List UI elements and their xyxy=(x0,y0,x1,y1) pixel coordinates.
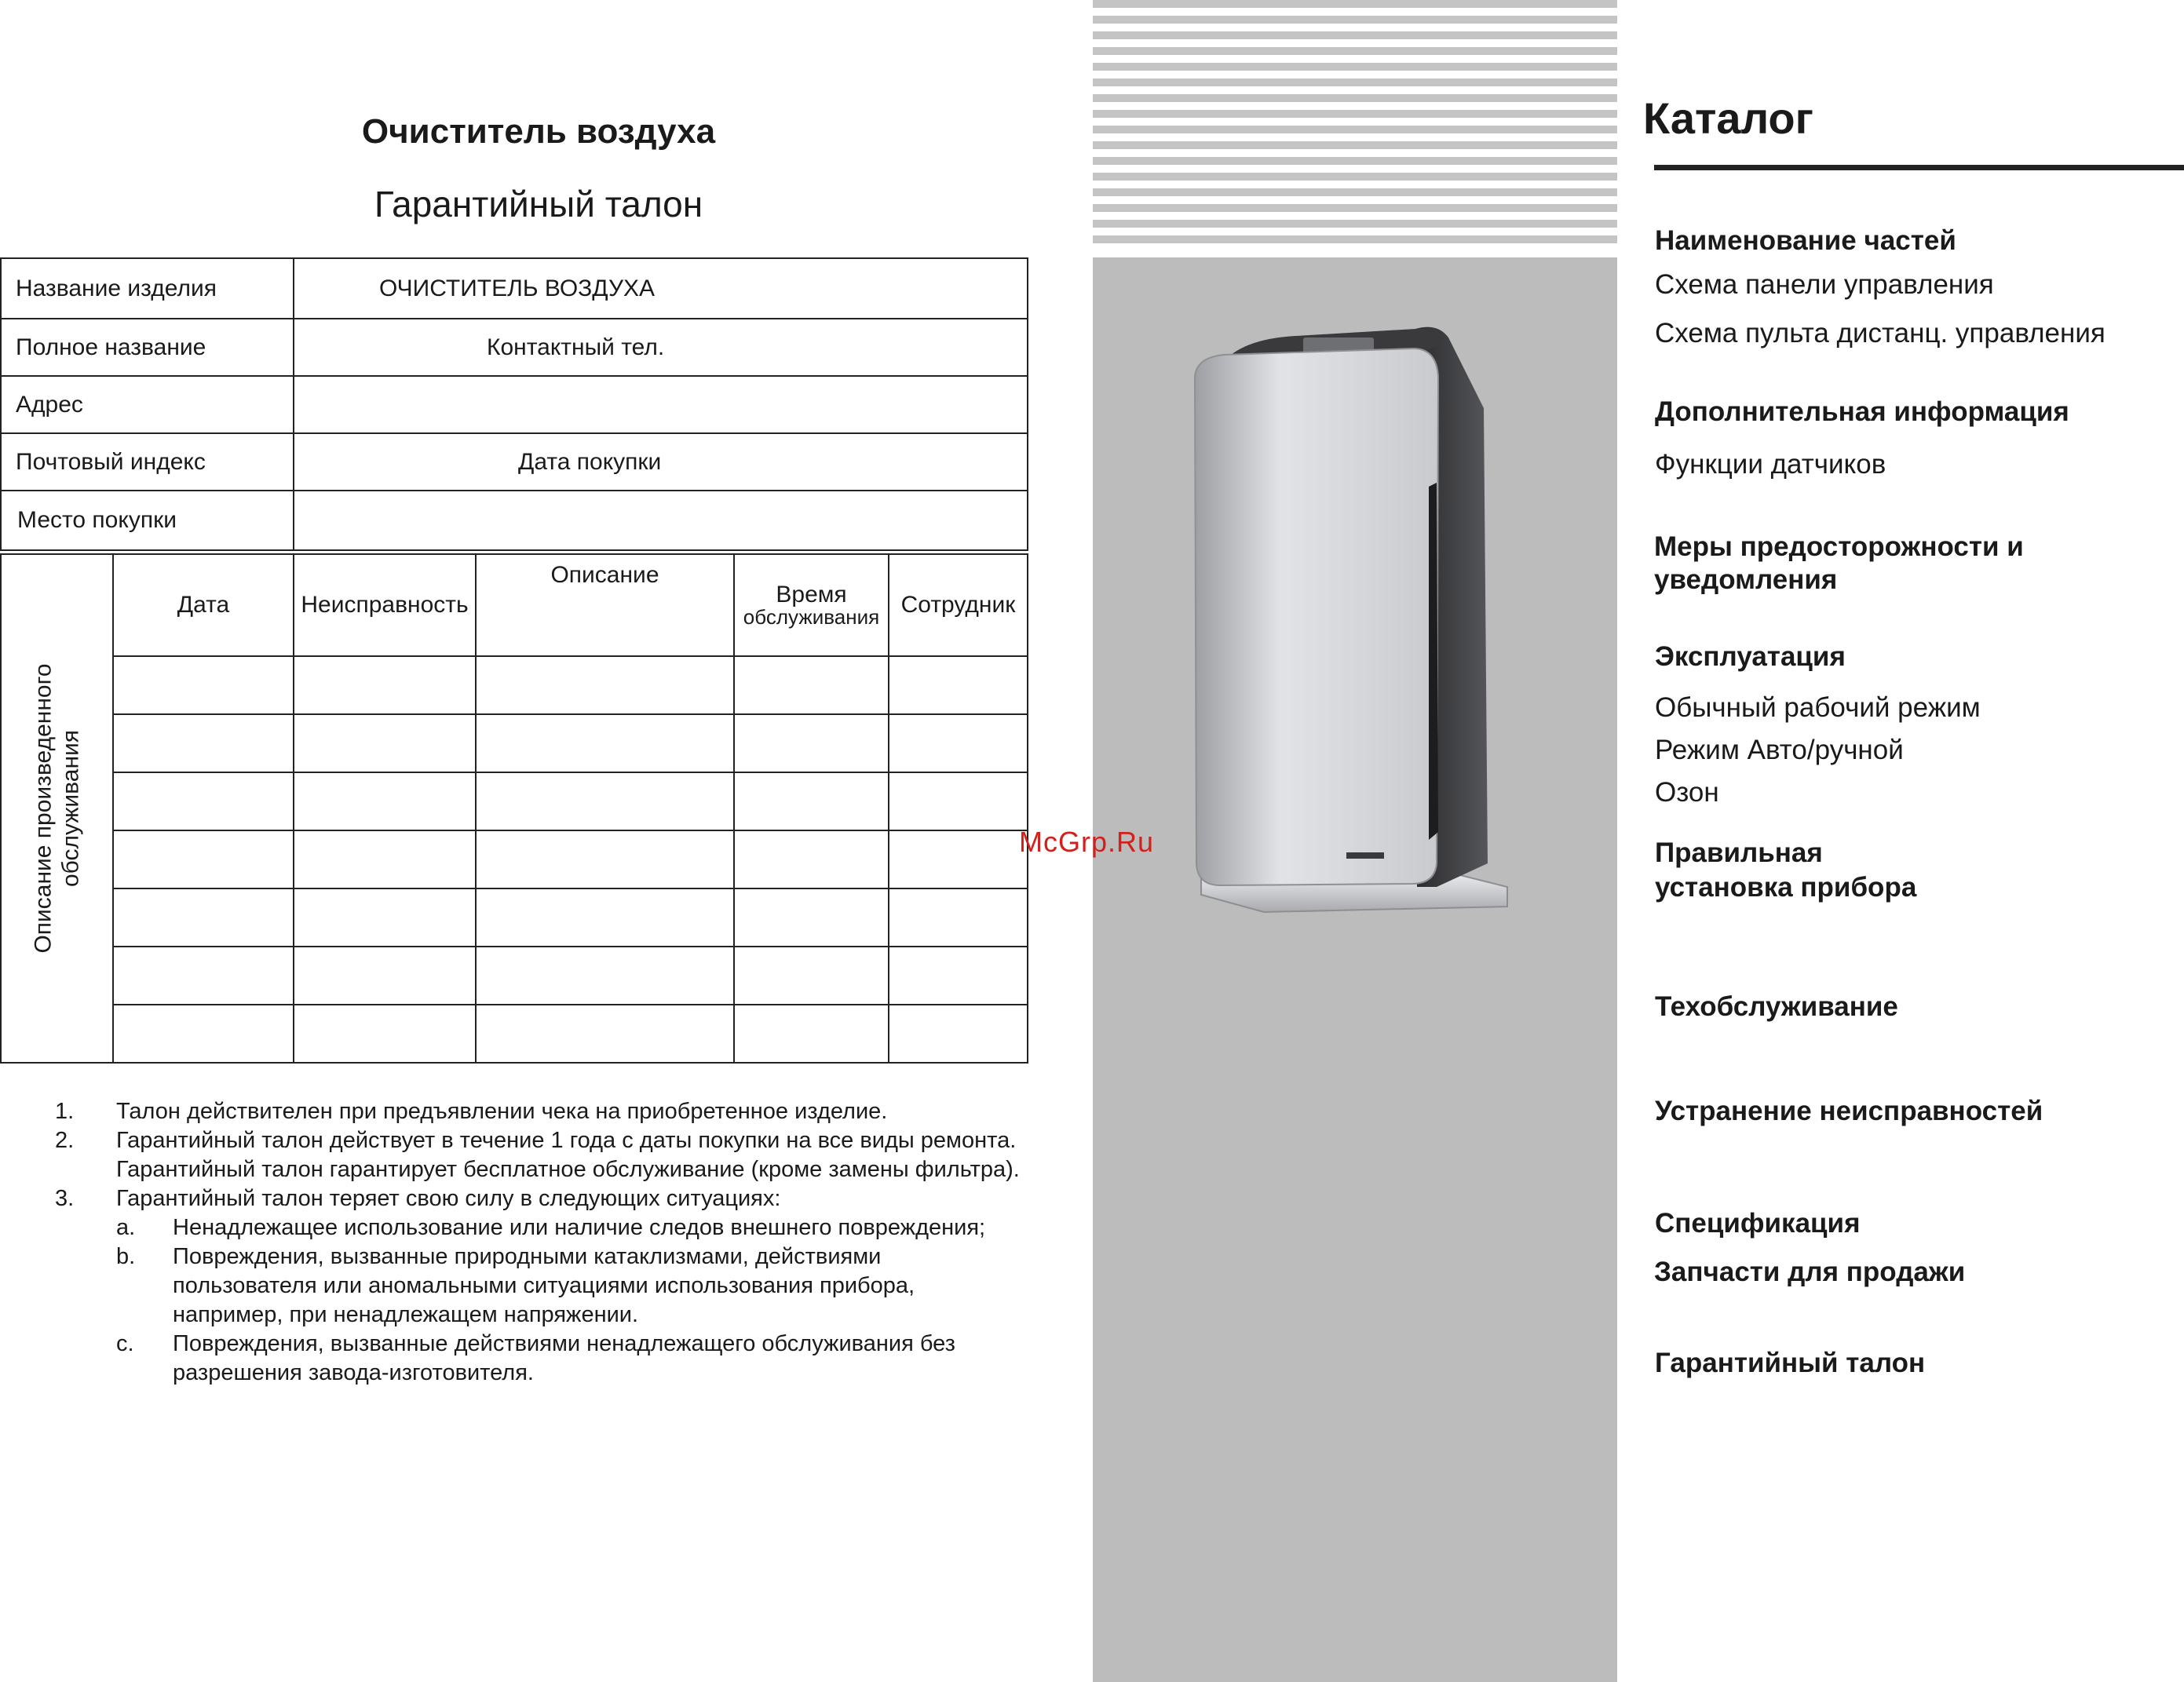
purchase-place-field[interactable] xyxy=(294,491,1028,550)
note-number: 2. xyxy=(55,1128,75,1153)
note-text: Талон действителен при предъявлении чека на приобретенное изделие. xyxy=(116,1099,888,1124)
cell[interactable] xyxy=(889,772,1028,830)
sub-list-item xyxy=(55,1213,1028,1242)
catalog-item-spare-parts[interactable]: Запчасти для продажи xyxy=(1654,1257,1966,1287)
side-label-line1: Описание произведенного xyxy=(30,663,56,954)
handle-slot xyxy=(1429,483,1438,840)
cell[interactable] xyxy=(889,947,1028,1005)
catalog-divider xyxy=(1654,165,2184,170)
cell[interactable] xyxy=(476,714,734,772)
sub-letter: c. xyxy=(116,1331,134,1356)
product-name-label: Название изделия xyxy=(1,258,294,319)
table-row xyxy=(1,376,1028,433)
table-row xyxy=(1,319,1028,376)
sub-text: Повреждения, вызванные природными катаклизмами, действиями пользователя или аномальными ситуациями использования прибора, например, при ненадлежащем напряжении. xyxy=(173,1244,915,1327)
purchase-date-field[interactable] xyxy=(294,433,1028,491)
catalog-item-troubleshooting[interactable]: Устранение неисправностей xyxy=(1655,1096,2043,1126)
cell[interactable] xyxy=(113,830,294,888)
cell[interactable] xyxy=(476,830,734,888)
cell[interactable] xyxy=(113,888,294,947)
catalog-item-specification[interactable]: Спецификация xyxy=(1655,1208,1861,1239)
table-row xyxy=(1,947,1028,1005)
decorative-stripes xyxy=(1093,0,1617,250)
warranty-notes xyxy=(55,1097,1028,1388)
sub-text: Ненадлежащее использование или наличие следов внешнего повреждения; xyxy=(173,1215,986,1240)
product-name-value[interactable] xyxy=(294,258,1028,319)
product-name-text: ОЧИСТИТЕЛЬ ВОЗДУХА xyxy=(379,275,656,301)
time-header-line1: Время xyxy=(776,581,847,607)
time-header-line2: обслуживания xyxy=(743,605,880,629)
catalog-item-installation-line2[interactable]: установка прибора xyxy=(1655,872,1917,903)
catalog-item-parts[interactable]: Наименование частей xyxy=(1655,225,1956,256)
cell[interactable] xyxy=(113,656,294,714)
table-row xyxy=(1,772,1028,830)
list-item xyxy=(55,1097,1028,1126)
cell[interactable] xyxy=(294,888,476,947)
sub-letter: a. xyxy=(116,1215,136,1240)
sub-text: Повреждения, вызванные действиями ненадлежащего обслуживания без разрешения завода-изготовителя. xyxy=(173,1331,955,1385)
note-text: Гарантийный талон теряет свою силу в следующих ситуациях: xyxy=(116,1186,781,1211)
sub-list-item xyxy=(55,1242,1028,1330)
page-title: Очиститель воздуха xyxy=(361,112,716,151)
address-field[interactable] xyxy=(294,376,1028,433)
catalog-item-warranty[interactable]: Гарантийный талон xyxy=(1655,1348,1926,1378)
cell[interactable] xyxy=(113,714,294,772)
logo-mark xyxy=(1346,852,1384,859)
address-label: Адрес xyxy=(1,376,294,433)
table-row xyxy=(1,830,1028,888)
side-label-line2: обслуживания xyxy=(57,729,83,888)
page-subtitle: Гарантийный талон xyxy=(374,184,703,224)
cell[interactable] xyxy=(889,656,1028,714)
cell[interactable] xyxy=(294,830,476,888)
cell[interactable] xyxy=(889,714,1028,772)
cell[interactable] xyxy=(294,1005,476,1063)
col-header-fault: Неисправность xyxy=(294,554,476,656)
note-number: 3. xyxy=(55,1186,75,1211)
cell[interactable] xyxy=(476,1005,734,1063)
service-side-label xyxy=(1,554,113,1063)
catalog-item-additional-info[interactable]: Дополнительная информация xyxy=(1655,396,2069,427)
catalog-item-remote[interactable]: Схема пульта дистанц. управления xyxy=(1655,318,2105,348)
cell[interactable] xyxy=(734,947,889,1005)
table-row xyxy=(1,1005,1028,1063)
cell[interactable] xyxy=(113,772,294,830)
cell[interactable] xyxy=(889,888,1028,947)
service-history-table xyxy=(0,553,1028,1064)
cell[interactable] xyxy=(294,714,476,772)
sub-letter: b. xyxy=(116,1244,136,1269)
catalog-item-auto-mode[interactable]: Режим Авто/ручной xyxy=(1655,735,1904,765)
cell[interactable] xyxy=(734,1005,889,1063)
contact-field[interactable] xyxy=(294,319,1028,376)
cell[interactable] xyxy=(734,830,889,888)
cell[interactable] xyxy=(734,772,889,830)
cell[interactable] xyxy=(734,888,889,947)
contact-label: Контактный тел. xyxy=(487,334,665,360)
purchase-place-label: Место покупки xyxy=(1,491,294,550)
table-row xyxy=(1,258,1028,319)
purifier-front xyxy=(1195,348,1438,885)
cell[interactable] xyxy=(113,1005,294,1063)
list-item xyxy=(55,1126,1028,1184)
cell[interactable] xyxy=(889,830,1028,888)
note-text: Гарантийный талон действует в течение 1 года с даты покупки на все виды ремонта. Гарантийный талон гарантирует бесплатное обслуживание (кроме замены фильтра). xyxy=(116,1128,1020,1182)
postcode-label: Почтовый индекс xyxy=(1,433,294,491)
catalog-item-precautions[interactable]: Меры предосторожности и xyxy=(1654,531,2024,562)
col-header-employee: Сотрудник xyxy=(889,554,1028,656)
catalog-item-operation[interactable]: Эксплуатация xyxy=(1655,641,1846,672)
purchase-date-label: Дата покупки xyxy=(518,448,662,475)
table-header-row xyxy=(1,554,1028,656)
col-header-time xyxy=(734,554,889,656)
list-item xyxy=(55,1184,1028,1213)
cell[interactable] xyxy=(113,947,294,1005)
note-number: 1. xyxy=(55,1099,75,1124)
cell[interactable] xyxy=(476,888,734,947)
cell[interactable] xyxy=(889,1005,1028,1063)
table-row xyxy=(1,656,1028,714)
table-row xyxy=(1,433,1028,491)
watermark: McGrp.Ru xyxy=(1019,826,1155,858)
col-header-description: Описание xyxy=(476,554,734,656)
catalog-item-control-panel[interactable]: Схема панели управления xyxy=(1655,269,1994,300)
table-row xyxy=(1,714,1028,772)
table-row xyxy=(1,888,1028,947)
cell[interactable] xyxy=(294,772,476,830)
air-purifier-image xyxy=(1178,322,1523,934)
catalog-item-ozone[interactable]: Озон xyxy=(1655,777,1719,808)
catalog-item-installation[interactable]: Правильная xyxy=(1655,837,1823,868)
warranty-form-table xyxy=(0,257,1028,551)
table-row xyxy=(1,491,1028,550)
catalog-item-sensors[interactable]: Функции датчиков xyxy=(1655,449,1886,480)
col-header-date: Дата xyxy=(113,554,294,656)
catalog-item-maintenance[interactable]: Техобслуживание xyxy=(1655,991,1898,1022)
sub-list-item xyxy=(55,1330,1028,1388)
cell[interactable] xyxy=(734,714,889,772)
cell[interactable] xyxy=(476,947,734,1005)
full-name-label: Полное название xyxy=(1,319,294,376)
cell[interactable] xyxy=(734,656,889,714)
cell[interactable] xyxy=(476,656,734,714)
cell[interactable] xyxy=(294,947,476,1005)
catalog-item-precautions-line2[interactable]: уведомления xyxy=(1654,564,1838,595)
catalog-item-normal-mode[interactable]: Обычный рабочий режим xyxy=(1655,692,1981,723)
cell[interactable] xyxy=(476,772,734,830)
cell[interactable] xyxy=(294,656,476,714)
catalog-title: Каталог xyxy=(1643,93,1813,143)
